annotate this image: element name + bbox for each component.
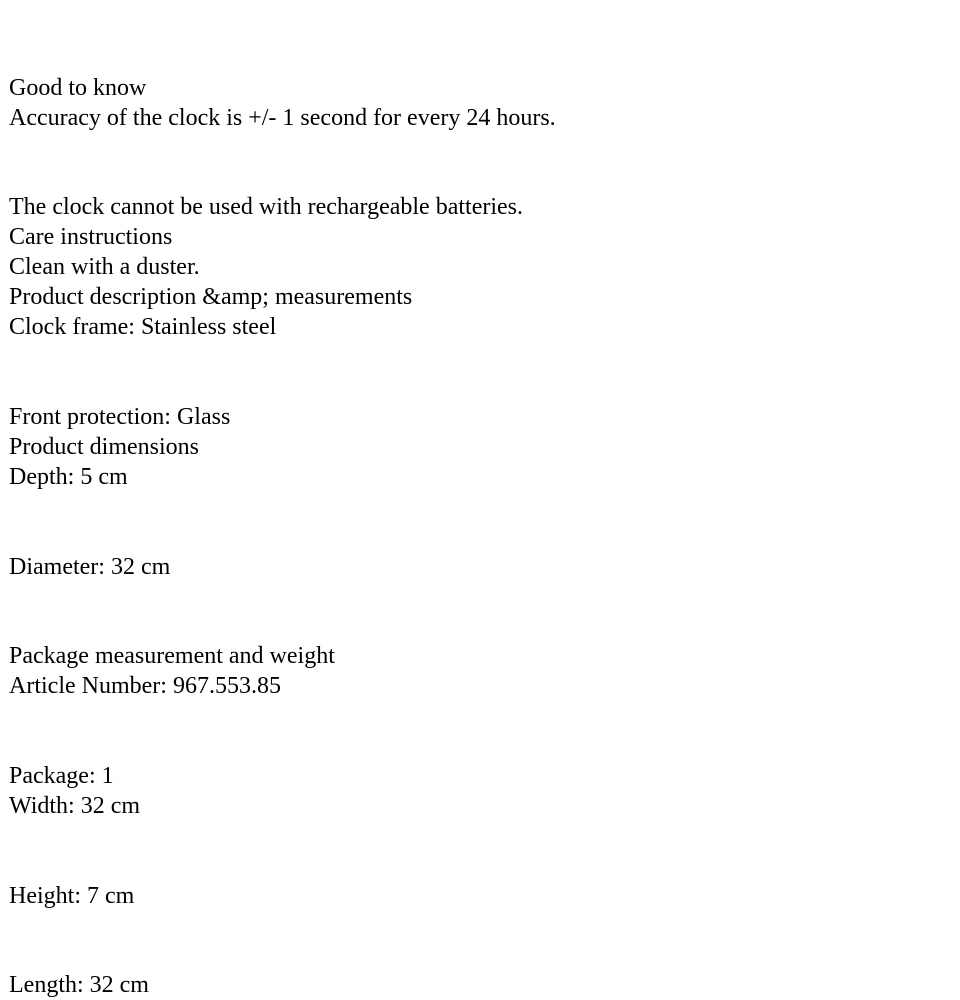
package-heading: Package measurement and weight (9, 643, 335, 669)
batteries-text: The clock cannot be used with rechargeable batteries. (9, 194, 523, 220)
front-protection-spec: Front protection: Glass (9, 404, 231, 430)
diameter-spec: Diameter: 32 cm (9, 554, 171, 580)
depth-spec: Depth: 5 cm (9, 464, 128, 490)
good-to-know-heading: Good to know (9, 75, 147, 101)
care-instructions-heading: Care instructions (9, 224, 173, 250)
package-count: Package: 1 (9, 763, 114, 789)
product-dimensions-heading: Product dimensions (9, 434, 199, 460)
package-width: Width: 32 cm (9, 793, 141, 819)
package-height: Height: 7 cm (9, 883, 135, 909)
product-description-heading: Product description &amp; measurements (9, 284, 413, 310)
accuracy-text: Accuracy of the clock is +/- 1 second for every 24 hours. (9, 105, 556, 131)
article-number: Article Number: 967.553.85 (9, 673, 281, 699)
package-length: Length: 32 cm (9, 972, 149, 998)
care-instructions-text: Clean with a duster. (9, 254, 200, 280)
clock-frame-spec: Clock frame: Stainless steel (9, 314, 277, 340)
